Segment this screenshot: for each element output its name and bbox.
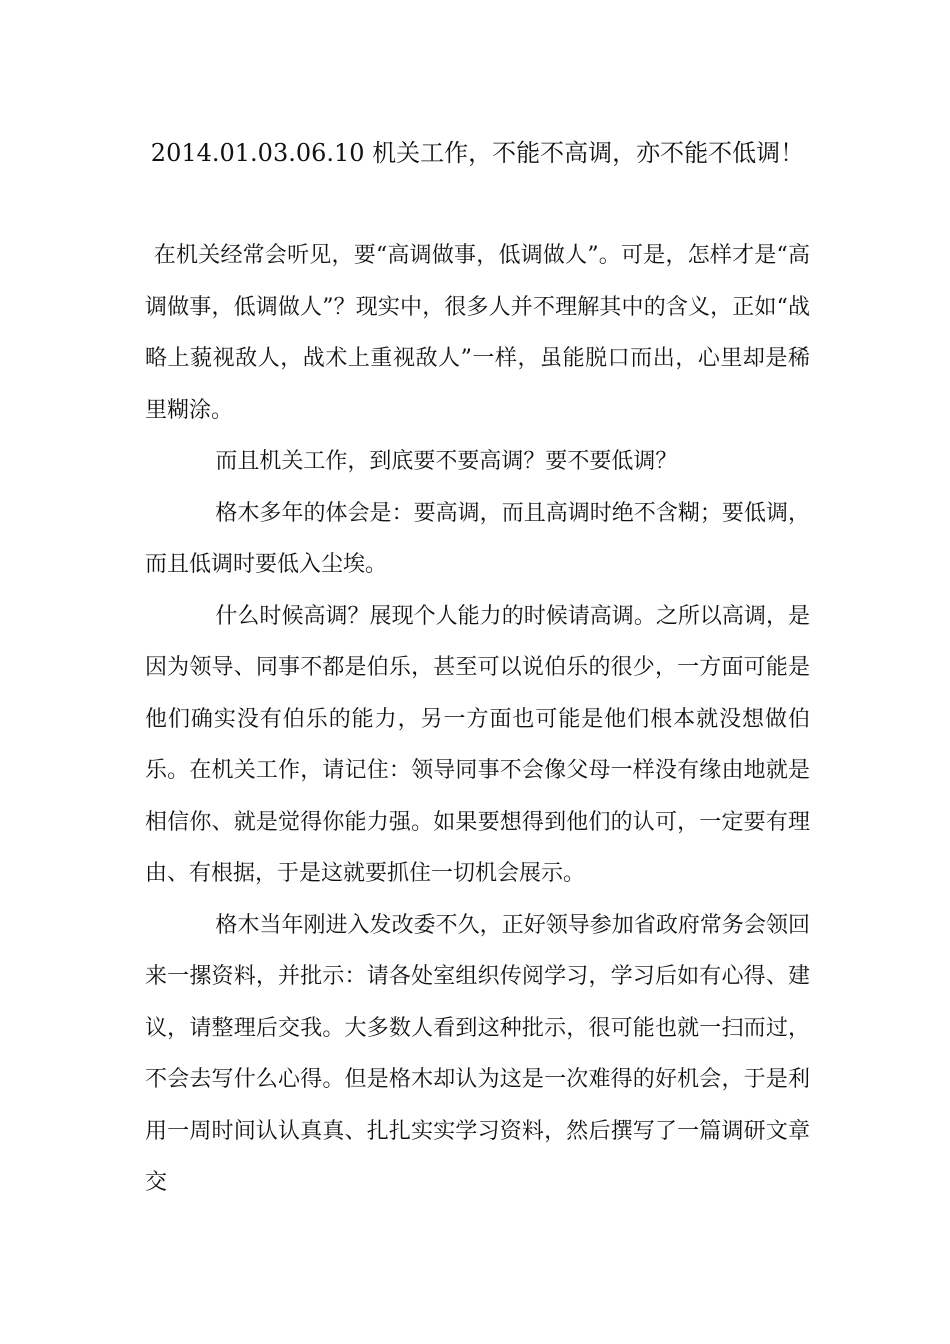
paragraph: 格木当年刚进入发改委不久，正好领导参加省政府常务会领回来一摞资料，并批示：请各处室组织传阅学习，学习后如有心得、建议，请整理后交我。大多数人看到这种批示，很可能也就一扫而过，不会去写什么心得。但是格木却认为这是一次难得的好机会，于是利用一周时间认认真真、扎扎实实学习资料，然后撰写了一篇调研文章交 <box>145 912 810 1195</box>
paragraph: 在机关经常会听见，要“高调做事，低调做人”。可是，怎样才是“高调做事，低调做人”？现实中，很多人并不理解其中的含义，正如“战略上藐视敌人，战术上重视敌人”一样，虽能脱口而出，心里却是稀里糊涂。 <box>145 243 810 423</box>
document-body <box>145 230 810 1209</box>
paragraph: 什么时候高调？展现个人能力的时候请高调。之所以高调，是因为领导、同事不都是伯乐，甚至可以说伯乐的很少，一方面可能是他们确实没有伯乐的能力，另一方面也可能是他们根本就没想做伯乐。在机关工作，请记住：领导同事不会像父母一样没有缘由地就是相信你、就是觉得你能力强。如果要想得到他们的认可，一定要有理由、有根据，于是这就要抓住一切机会展示。 <box>145 603 810 886</box>
document-title: 2014.01.03.06.10 机关工作，不能不高调，亦不能不低调！ <box>150 139 805 167</box>
paragraph: 格木多年的体会是：要高调，而且高调时绝不含糊；要低调，而且低调时要低入尘埃。 <box>145 500 810 577</box>
paragraph: 而且机关工作，到底要不要高调？要不要低调？ <box>215 449 678 474</box>
